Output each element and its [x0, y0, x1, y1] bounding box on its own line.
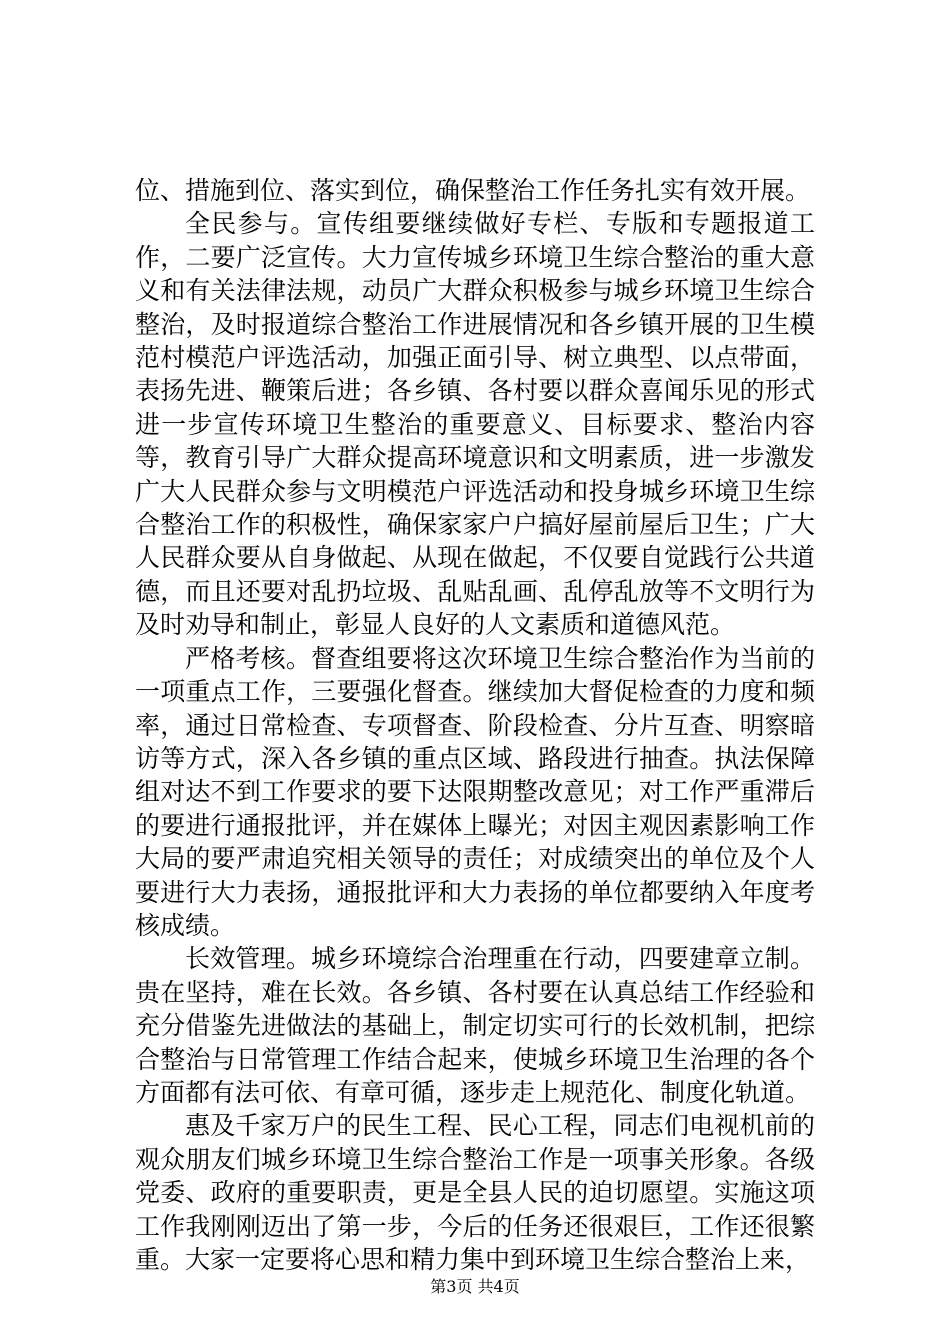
paragraph-public-participation: 全民参与。宣传组要继续做好专栏、专版和专题报道工作，二要广泛宣传。大力宣传城乡环境卫生综合整治的重大意义和有关法律法规，动员广大群众积极参与城乡环境卫生综合整治，及时报道综合整治工作进展情况和各乡镇开展的卫生模范村模范户评选活动，加强正面引导、树立典型、以点带面，表扬先进、鞭策后进；各乡镇、各村要以群众喜闻乐见的形式进一步宣传环境卫生整治的重要意义、目标要求、整治内容等，教育引导广大群众提高环境意识和文明素质，进一步激发广大人民群众参与文明模范户评选活动和投身城乡环境卫生综合整治工作的积极性，确保家家户户搞好屋前屋后卫生；广大人民群众要从自身做起、从现在做起，不仅要自觉践行公共道德，而且还要对乱扔垃圾、乱贴乱画、乱停乱放等不文明行为及时劝导和制止，彰显人良好的人文素质和道德风范。	[135, 209, 815, 640]
paragraph-closing: 惠及千家万户的民生工程、民心工程，同志们电视机前的观众朋友们城乡环境卫生综合整治工作是一项事关形象。各级党委、政府的重要职责，更是全县人民的迫切愿望。实施这项工作我刚刚迈出了第一步，今后的任务还很艰巨，工作还很繁重。大家一定要将心思和精力集中到环境卫生综合整治上来，	[135, 1111, 815, 1274]
document-body	[135, 174, 815, 1276]
page-number-footer: 第3页 共4页	[430, 1277, 520, 1296]
paragraph-continuation: 位、措施到位、落实到位，确保整治工作任务扎实有效开展。	[135, 176, 811, 205]
paragraph-strict-assessment: 严格考核。督查组要将这次环境卫生综合整治作为当前的一项重点工作，三要强化督查。继续加大督促检查的力度和频率，通过日常检查、专项督查、阶段检查、分片互查、明察暗访等方式，深入各乡镇的重点区域、路段进行抽查。执法保障组对达不到工作要求的要下达限期整改意见；对工作严重滞后的要进行通报批评，并在媒体上曝光；对因主观因素影响工作大局的要严肃追究相关领导的责任；对成绩突出的单位及个人要进行大力表扬，通报批评和大力表扬的单位都要纳入年度考核成绩。	[135, 643, 815, 940]
paragraph-long-term-management: 长效管理。城乡环境综合治理重在行动，四要建章立制。贵在坚持，难在长效。各乡镇、各村要在认真总结工作经验和充分借鉴先进做法的基础上，制定切实可行的长效机制，把综合整治与日常管理工作结合起来，使城乡环境卫生治理的各个方面都有法可依、有章可循，逐步走上规范化、制度化轨道。	[135, 944, 815, 1107]
